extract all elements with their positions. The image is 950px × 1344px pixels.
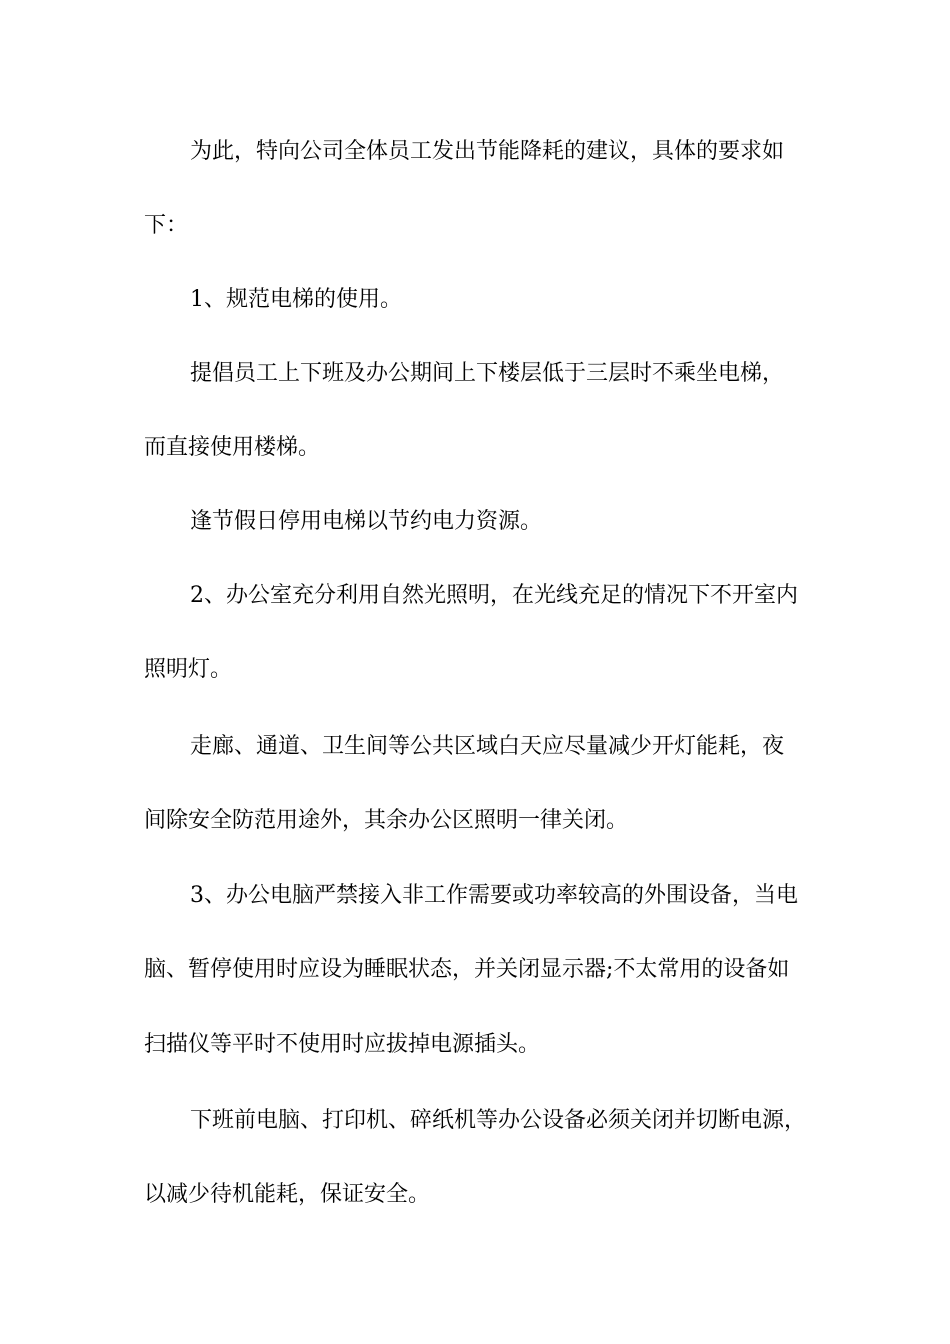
paragraph-line: 扫描仪等平时不使用时应拔掉电源插头。: [144, 1032, 541, 1057]
paragraph-line: 3、办公电脑严禁接入非工作需要或功率较高的外围设备，当电: [190, 883, 798, 908]
paragraph-line: 2、办公室充分利用自然光照明，在光线充足的情况下不开室内: [190, 583, 798, 608]
paragraph-line: 脑、暂停使用时应设为睡眠状态，并关闭显示器;不太常用的设备如: [144, 957, 790, 982]
paragraph-line: 而直接使用楼梯。: [144, 435, 321, 460]
paragraph-line: 下班前电脑、打印机、碎纸机等办公设备必须关闭并切断电源，: [190, 1108, 807, 1133]
paragraph-line: 以减少待机能耗，保证安全。: [144, 1182, 431, 1207]
paragraph-line: 间除安全防范用途外，其余办公区照明一律关闭。: [144, 808, 629, 833]
paragraph-line: 下：: [144, 213, 189, 238]
paragraph-line: 提倡员工上下班及办公期间上下楼层低于三层时不乘坐电梯，: [190, 361, 785, 386]
paragraph-line: 为此，特向公司全体员工发出节能降耗的建议，具体的要求如: [190, 139, 785, 164]
paragraph-line: 走廊、通道、卫生间等公共区域白天应尽量减少开灯能耗，夜: [190, 734, 785, 759]
paragraph-line: 逢节假日停用电梯以节约电力资源。: [190, 509, 543, 534]
paragraph-line: 1、规范电梯的使用。: [190, 287, 402, 312]
paragraph-line: 照明灯。: [144, 657, 233, 682]
